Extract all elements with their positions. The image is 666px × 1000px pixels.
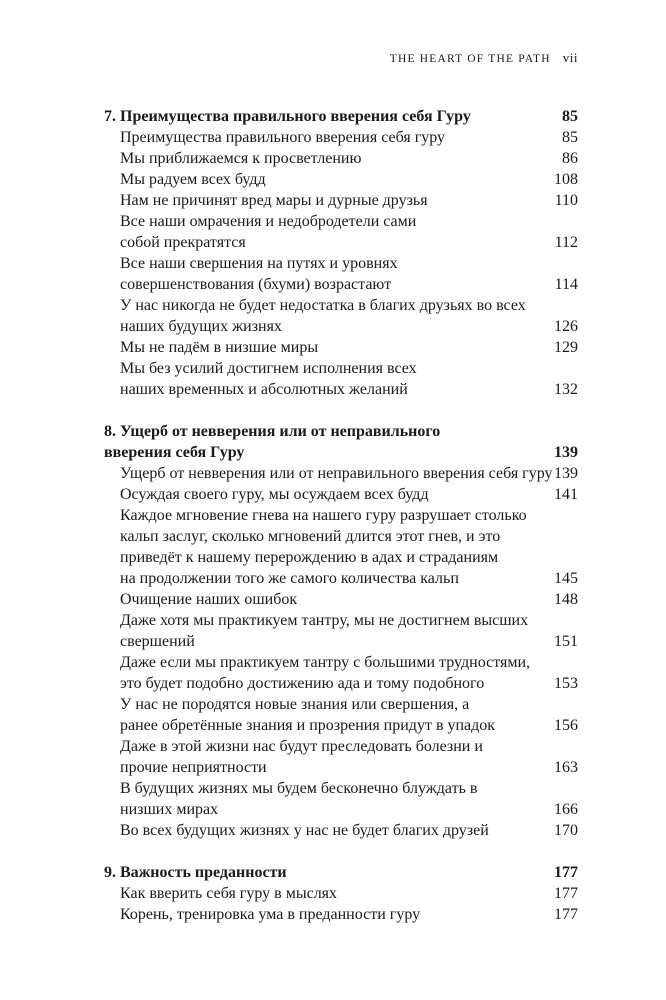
toc-entry-page-number: 114 <box>554 276 578 293</box>
toc-entry-text: Нам не причинят вред мары и дурные друзья <box>120 192 428 209</box>
toc-entry-page-number: 170 <box>554 822 578 839</box>
toc-entry-line[interactable] <box>104 337 578 358</box>
toc-entry-text: Мы приближаемся к просветлению <box>120 150 362 167</box>
toc-entry-line[interactable] <box>104 673 578 694</box>
toc-entry-page-number: 177 <box>554 885 578 902</box>
toc-entry-line[interactable] <box>104 148 578 169</box>
toc-entry-page-number: 110 <box>554 192 578 209</box>
toc-entry-line[interactable] <box>104 463 578 484</box>
toc-entry-line[interactable] <box>104 295 578 316</box>
toc-entry-line[interactable] <box>104 379 578 400</box>
toc-entry-line[interactable] <box>104 526 578 547</box>
toc-entry-text: Мы радуем всех будд <box>120 171 266 188</box>
running-header <box>104 50 578 66</box>
toc-entry-line[interactable] <box>104 820 578 841</box>
toc-entry-line[interactable] <box>104 316 578 337</box>
toc-entry-page-number: 177 <box>554 906 578 923</box>
toc-entry-text: низших мирах <box>120 801 219 818</box>
toc-section <box>104 106 578 400</box>
running-header-title: THE HEART OF THE PATH <box>389 53 551 65</box>
toc-entry-text: Каждое мгновение гнева на нашего гуру разрушает столько <box>120 507 527 524</box>
toc-entry-line[interactable] <box>104 736 578 757</box>
toc-entry-line[interactable] <box>104 694 578 715</box>
toc-entry-text: Очищение наших ошибок <box>120 591 298 608</box>
toc-entry-text: У нас никогда не будет недостатка в благих друзьях во всех <box>120 297 526 314</box>
toc-entry-text: собой прекратятся <box>120 234 246 251</box>
toc-entry-text: приведёт к нашему перерождению в адах и страданиям <box>120 549 499 566</box>
toc-entry-line[interactable] <box>104 631 578 652</box>
page-number: vii <box>562 50 578 65</box>
toc-entry-line[interactable] <box>104 757 578 778</box>
toc-entry-page-number: 129 <box>554 339 578 356</box>
section-heading-text: 8. Ущерб от невверения или от неправильного <box>104 423 441 440</box>
toc-entry-line[interactable] <box>104 127 578 148</box>
section-heading-line[interactable] <box>104 442 578 463</box>
toc-entry-text: наших будущих жизнях <box>120 318 282 335</box>
toc-entry-line[interactable] <box>104 358 578 379</box>
toc-entry-page-number: 166 <box>554 801 578 818</box>
toc-entry-line[interactable] <box>104 610 578 631</box>
toc-entry-text: Даже в этой жизни нас будут преследовать болезни и <box>120 738 483 755</box>
toc-entry-line[interactable] <box>104 652 578 673</box>
toc-entry-line[interactable] <box>104 883 578 904</box>
section-page-number: 177 <box>554 864 578 881</box>
toc-entry-page-number: 139 <box>554 465 578 482</box>
toc-entry-line[interactable] <box>104 547 578 568</box>
toc-entry-page-number: 156 <box>554 717 578 734</box>
toc-entry-page-number: 132 <box>554 381 578 398</box>
section-page-number: 85 <box>562 108 578 125</box>
toc-entry-page-number: 148 <box>554 591 578 608</box>
toc-entry-text: У нас не породятся новые знания или свершения, а <box>120 696 470 713</box>
section-heading-line[interactable] <box>104 862 578 883</box>
toc-entry-page-number: 141 <box>554 486 578 503</box>
toc-entry-page-number: 151 <box>554 633 578 650</box>
toc-entry-text: Мы не падём в низшие миры <box>120 339 319 356</box>
toc-entry-text: кальп заслуг, сколько мгновений длится этот гнев, и это <box>120 528 501 545</box>
toc-entry-line[interactable] <box>104 190 578 211</box>
toc-entry-line[interactable] <box>104 211 578 232</box>
toc-entry-text: В будущих жизнях мы будем бесконечно блуждать в <box>120 780 478 797</box>
toc-entry-page-number: 145 <box>554 570 578 587</box>
toc-entry-line[interactable] <box>104 799 578 820</box>
toc-section <box>104 421 578 841</box>
toc-entry-text: наших временных и абсолютных желаний <box>120 381 408 398</box>
toc-entry-line[interactable] <box>104 715 578 736</box>
toc-entry-text: Корень, тренировка ума в преданности гуру <box>120 906 421 923</box>
toc-entry-line[interactable] <box>104 778 578 799</box>
section-heading-line[interactable] <box>104 106 578 127</box>
toc-entry-text: Осуждая своего гуру, мы осуждаем всех будд <box>120 486 429 503</box>
section-heading-text: вверения себя Гуру <box>104 444 245 461</box>
toc-entry-text: на продолжении того же самого количества кальп <box>120 570 459 587</box>
toc-entry-line[interactable] <box>104 484 578 505</box>
toc-entry-text: Все наши омрачения и недобродетели сами <box>120 213 417 230</box>
toc-entry-text: Как вверить себя гуру в мыслях <box>120 885 338 902</box>
toc-entry-text: прочие неприятности <box>120 759 267 776</box>
toc-entry-text: Ущерб от невверения или от неправильного вверения себя гуру <box>120 465 553 482</box>
section-heading-line[interactable] <box>104 421 578 442</box>
toc-entry-page-number: 163 <box>554 759 578 776</box>
toc-entry-text: Преимущества правильного вверения себя гуру <box>120 129 446 146</box>
toc-entry-text: совершенствования (бхуми) возрастают <box>120 276 392 293</box>
toc-entry-line[interactable] <box>104 589 578 610</box>
toc-entry-text: это будет подобно достижению ада и тому подобного <box>120 675 485 692</box>
toc-entry-text: Во всех будущих жизнях у нас не будет благих друзей <box>120 822 489 839</box>
toc-entry-line[interactable] <box>104 904 578 925</box>
toc-entry-text: Даже хотя мы практикуем тантру, мы не достигнем высших <box>120 612 529 629</box>
toc-entry-page-number: 108 <box>554 171 578 188</box>
section-heading-text: 7. Преимущества правильного вверения себя Гуру <box>104 108 471 125</box>
toc-entry-page-number: 112 <box>554 234 578 251</box>
toc-section <box>104 862 578 925</box>
toc-entry-text: ранее обретённые знания и прозрения придут в упадок <box>120 717 496 734</box>
toc-entry-page-number: 85 <box>562 129 578 146</box>
toc-entry-text: Все наши свершения на путях и уровнях <box>120 255 398 272</box>
section-page-number: 139 <box>554 444 578 461</box>
toc-entry-line[interactable] <box>104 253 578 274</box>
toc-entry-page-number: 153 <box>554 675 578 692</box>
section-heading-text: 9. Важность преданности <box>104 864 287 881</box>
toc-entry-line[interactable] <box>104 505 578 526</box>
toc-entry-line[interactable] <box>104 568 578 589</box>
table-of-contents <box>104 106 578 946</box>
toc-entry-page-number: 86 <box>562 150 578 167</box>
toc-entry-page-number: 126 <box>554 318 578 335</box>
toc-entry-text: свершений <box>120 633 195 650</box>
toc-entry-text: Мы без усилий достигнем исполнения всех <box>120 360 417 377</box>
toc-entry-text: Даже если мы практикуем тантру с большими трудностями, <box>120 654 531 671</box>
toc-entry-line[interactable] <box>104 232 578 253</box>
toc-entry-line[interactable] <box>104 169 578 190</box>
toc-entry-line[interactable] <box>104 274 578 295</box>
